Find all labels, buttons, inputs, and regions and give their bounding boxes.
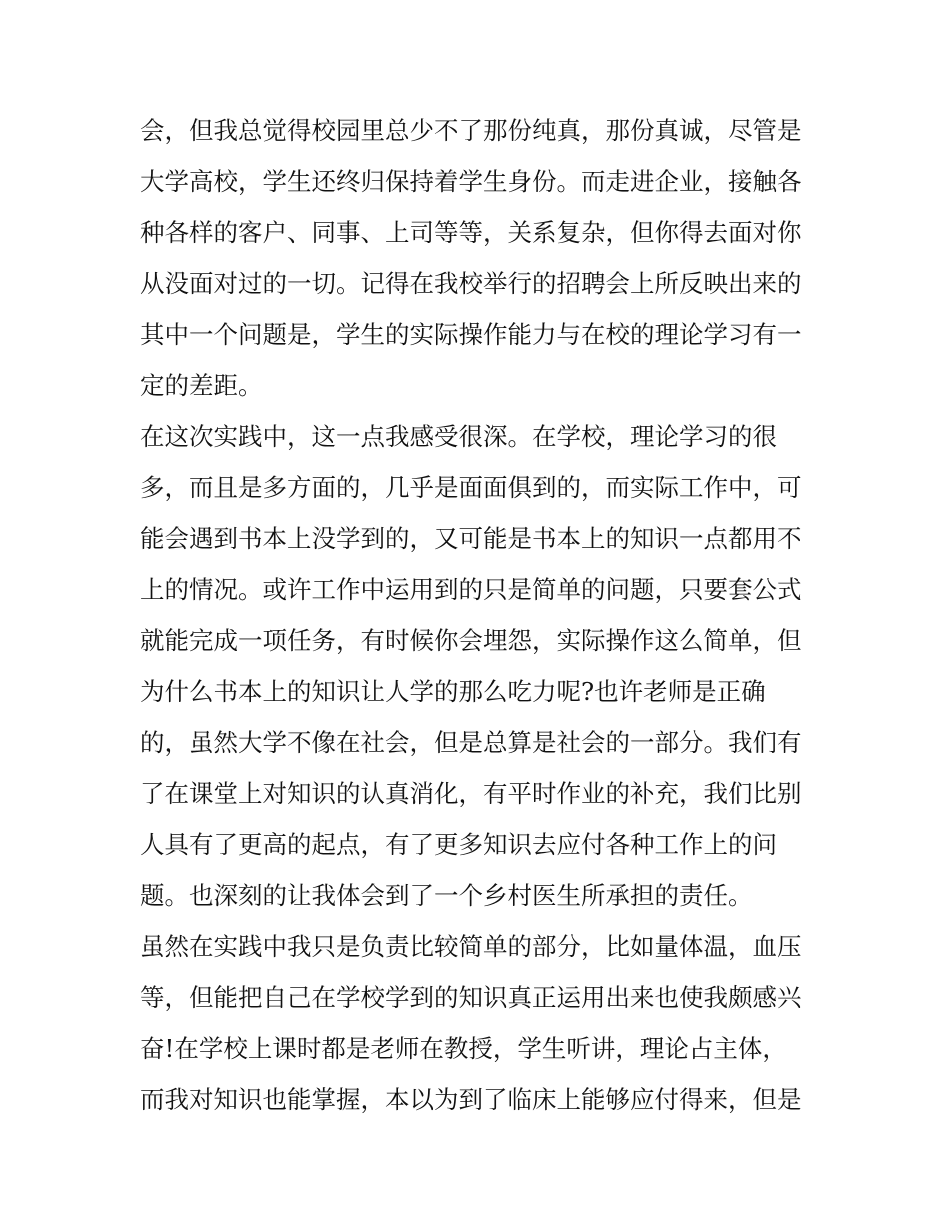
text-line: 人具有了更高的起点，有了更多知识去应付各种工作上的问 [140, 830, 777, 859]
text-line: 而我对知识也能掌握，本以为到了临床上能够应付得来，但是 [140, 1085, 802, 1114]
text-line: 等，但能把自己在学校学到的知识真正运用出来也使我颇感兴 [140, 983, 802, 1012]
text-line: 奋!在学校上课时都是老师在教授，学生听讲，理论占主体， [140, 1034, 787, 1063]
text-line: 的，虽然大学不像在社会，但是总算是社会的一部分。我们有 [140, 728, 802, 757]
text-line: 了在课堂上对知识的认真消化，有平时作业的补充，我们比别 [140, 779, 802, 808]
text-line: 多，而且是多方面的，几乎是面面俱到的，而实际工作中，可 [140, 473, 802, 502]
text-line: 定的差距。 [140, 371, 263, 400]
text-line: 会，但我总觉得校园里总少不了那份纯真，那份真诚，尽管是 [140, 116, 802, 145]
text-line: 为什么书本上的知识让人学的那么吃力呢?也许老师是正确 [140, 677, 766, 706]
text-line: 在这次实践中，这一点我感受很深。在学校，理论学习的很 [140, 422, 777, 451]
text-line: 从没面对过的一切。记得在我校举行的招聘会上所反映出来的 [140, 269, 802, 298]
text-line: 其中一个问题是，学生的实际操作能力与在校的理论学习有一 [140, 320, 802, 349]
text-line: 大学高校，学生还终归保持着学生身份。而走进企业，接触各 [140, 167, 802, 196]
text-line: 种各样的客户、同事、上司等等，关系复杂，但你得去面对你 [140, 218, 802, 247]
text-line: 能会遇到书本上没学到的，又可能是书本上的知识一点都用不 [140, 524, 802, 553]
document-body [140, 105, 820, 1125]
text-line: 虽然在实践中我只是负责比较简单的部分，比如量体温，血压 [140, 932, 802, 961]
text-line: 就能完成一项任务，有时候你会埋怨，实际操作这么简单，但 [140, 626, 802, 655]
text-line: 题。也深刻的让我体会到了一个乡村医生所承担的责任。 [140, 881, 753, 910]
text-line: 上的情况。或许工作中运用到的只是简单的问题，只要套公式 [140, 575, 802, 604]
